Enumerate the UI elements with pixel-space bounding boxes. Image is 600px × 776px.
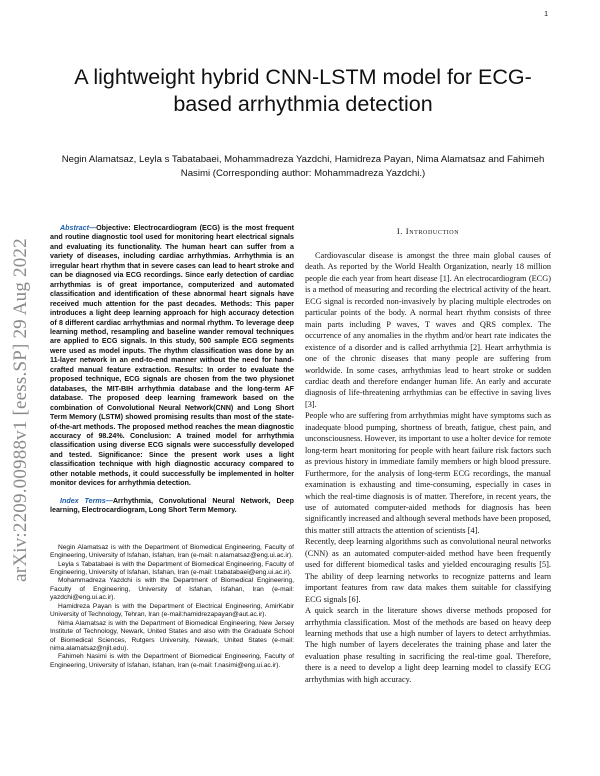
paper-title: A lightweight hybrid CNN-LSTM model for ECG-based arrhythmia detection (74, 65, 532, 116)
body-paragraph: People who are suffering from arrhythmias might have symptoms such as inadequate blood pumping, shortness of breath, fatigue, chest pain, and unconsciousness. However, its important to use a holter device for remote long-term heart monitoring for people with heart failure risk factors such as previous history in immediate family members or high blood pressure. Furthermore, for the analysis of long-term ECG recordings, the manual examination is exhausting and time-consuming, especially in cases in which the real-time diagnosis is of matter. Therefore, in recent years, the use of automated computer-aided methods for diagnosis has been significantly increased and although several methods have been proposed, this matter still attracts the attention of scientists [4]. (305, 411, 551, 535)
footnote: Hamidreza Payan is with the Department of Electrical Engineering, AmirKabir University of Technology, Tehran, Iran (e-mail:hamidrezapayan@aut.ac.ir). (50, 602, 294, 619)
page-number: 1 (544, 11, 548, 18)
index-terms-text: Arrhythmia, Convolutional Neural Network, Deep learning, Electrocardiogram, Long Short Term Memory. (50, 496, 295, 515)
index-terms (50, 497, 294, 516)
left-column (50, 224, 294, 670)
index-terms-lead: Index Terms— (60, 496, 113, 505)
section-heading (305, 226, 551, 236)
arxiv-id: arXiv:2209.00988v1 [eess.SP] 29 Aug 2022 (10, 238, 31, 582)
footnote: Leyla s Tabatabaei is with the Department of Biomedical Engineering, Faculty of Engineering, University of Isfahan, Isfahan, Iran (e-mail: l.tabatabaei@eng.ui.ac.ir). (50, 560, 294, 576)
body-paragraph: Recently, deep learning algorithms such as convolutional neural networks (CNN) as an automated computer-aided method have been frequently used for different biomedical tasks and yielded encouraging results [5]. The ability of deep learning networks to recognize patterns and learn important features from raw data makes them suitable for classifying ECG signals [6]. (305, 537, 551, 604)
section-title: Introduction (405, 226, 460, 236)
footnote: Mohammadreza Yazdchi is with the Department of Biomedical Engineering, Faculty of Engineering, University of Isfahan, Isfahan, Iran (e-mail: yazdchi@eng.ui.ac.ir). (50, 577, 294, 602)
author-footnotes (50, 544, 294, 671)
abstract-lead: Abstract— (60, 224, 97, 232)
body-paragraph: Cardiovascular disease is amongst the three main global causes of death. As reported by the World Health Organization, nearly 18 million people die each year from heart disease [1]. An electrocardiogram (ECG) is a method of measuring and recording the electrical activity of the heart. ECG signal is recorded non-invasively by placing multiple electrodes on particular points of the body. A normal heart rhythm consists of three main parts including P waves, T waves and QRS complex. The occurrence of any anomalies in the rhythm and/or heart rate indicates the existence of a disorder and is called arrhythmia [2]. Heart arrhythmia is one of the chronic diseases that many people are suffering from worldwide. In some cases, arrhythmias lead to heart stroke or sudden cardiac death and therefore endanger human life. An early and accurate diagnosis of life-threatening arrhythmias can be effective in saving lives [3]. (305, 251, 551, 409)
abstract (50, 224, 294, 489)
footnote: Nima Alamatsaz is with the Department of Biomedical Engineering, New Jersey Institute of Technology, Newark, United States and also with the Graduate School of Biomedical Sciences, Rutgers University, Newark, United States (e-mail: nima.alamatsaz@njit.edu). (50, 619, 294, 653)
author-list: Negin Alamatsaz, Leyla s Tabatabaei, Mohammadreza Yazdchi, Hamidreza Payan, Nima Alamatsaz and Fahimeh Nasimi (Corresponding author: Mohammadreza Yazdchi.) (61, 154, 545, 179)
body-paragraph: A quick search in the literature shows diverse methods proposed for arrhythmia classification. Most of the methods are based on heavy deep learning methods that use a high number of layers to detect arrhythmias. The high number of layers decelerates the training phase and later the evaluation phase resulting in sacrificing the real-time goal. Therefore, there is a need to develop a light deep learning model to classify ECG arrhythmias with high accuracy. (305, 606, 551, 684)
abstract-text: Objective: Electrocardiogram (ECG) is the most frequent and routine diagnostic tool used for monitoring heart electrical signals and evaluating its functionality. The human heart can suffer from a variety of diseases, including cardiac arrhythmias. Arrhythmia is an irregular heart rhythm that in severe cases can lead to heart stroke and can be diagnosed via ECG recordings. Since early detection of cardiac arrhythmias is of great importance, computerized and automated classification and identification of these abnormal heart signals have received much attention for the past decades. Methods: This paper introduces a light deep learning approach for high accuracy detection of 8 different cardiac arrhythmias and normal rhythm. To leverage deep learning method, resampling and baseline wander removal techniques are applied to ECG signals. In this study, 500 sample ECG segments were used as model inputs. The rhythm classification was done by an 11-layer network in an end-to-end manner without the need for hand-crafted manual feature extraction. Results: In order to evaluate the proposed technique, ECG signals are chosen from the two physionet databases, the MIT-BIH arrhythmia database and the long-term AF database. The proposed deep learning framework based on the combination of Convolutional Neural Network(CNN) and Long Short Term Memory (LSTM) showed promising results than most of the state-of-the-art methods. The proposed method reaches the mean diagnostic accuracy of 98.24%. Conclusion: A trained model for arrhythmia classification using diverse ECG signals were successfully developed and tested. Significance: Since the present work uses a light classification technique with high diagnostic accuracy compared to other notable methods, it could successfully be implemented in holter monitor devices for arrhythmia detection. (50, 224, 294, 488)
arxiv-watermark (4, 180, 38, 640)
footnote: Negin Alamatsaz is with the Department of Biomedical Engineering, Faculty of Engineering, University of Isfahan, Isfahan, Iran (e-mail: n.alamatsaz@eng.ui.ac.ir). (50, 543, 294, 560)
right-column (305, 224, 551, 685)
footnote: Fahimeh Nasimi is with the Department of Biomedical Engineering, Faculty of Engineering, University of Isfahan, Isfahan, Iran (e-mail: f.nasimi@eng.ui.ac.ir). (50, 653, 294, 669)
section-numeral: I. (396, 226, 404, 236)
